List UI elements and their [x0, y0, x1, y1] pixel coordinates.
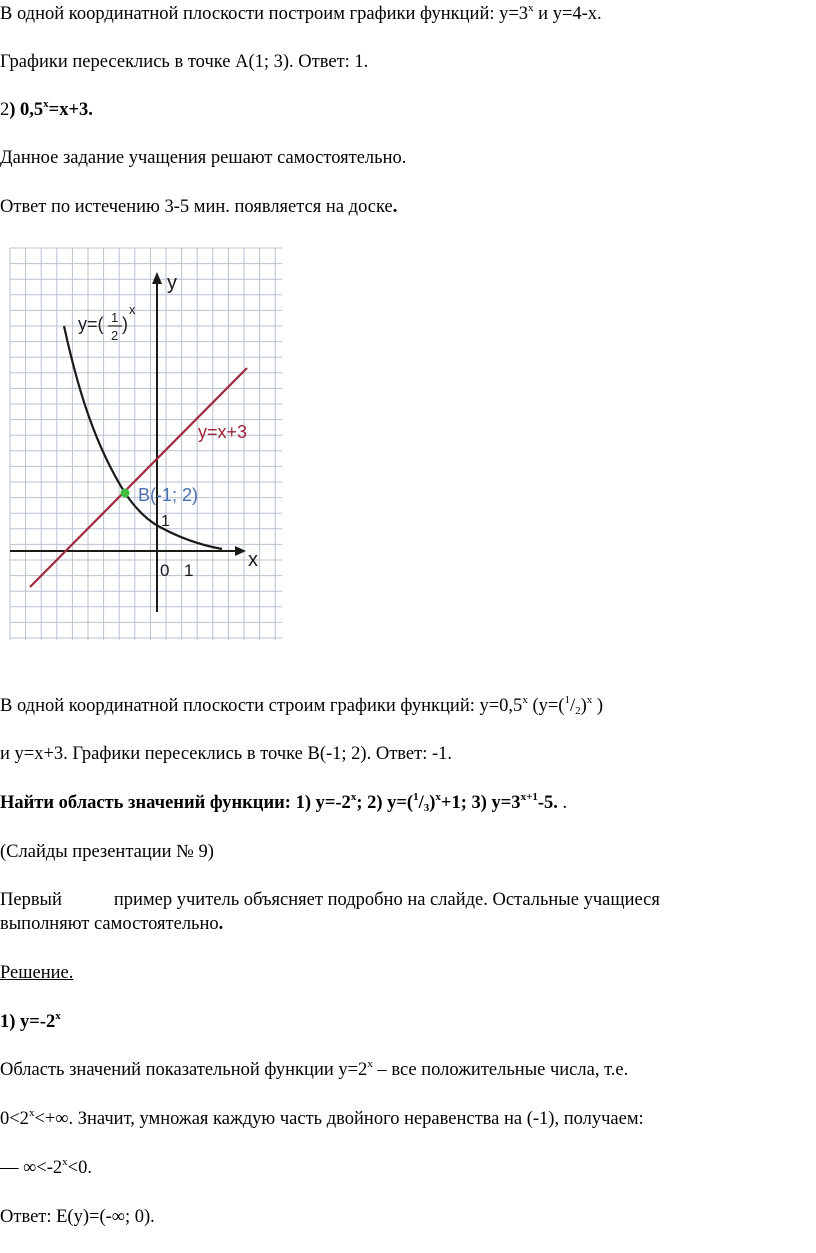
paragraph-9: (Слайды презентации № 9) — [0, 842, 214, 862]
curve-exponent: x — [129, 302, 136, 317]
tick-label-x-1: 1 — [184, 561, 194, 580]
line-label: y=x+3 — [198, 422, 248, 442]
paragraph-13: Область значений показательной функции $y=2^x$ – все положительные числа, т.е. — [0, 1058, 629, 1080]
paragraph-12: 1) $y=-2^x$ — [0, 1010, 61, 1032]
paragraph-4: Данное задание учащения решают самостоятельно. — [0, 148, 407, 168]
paragraph-2: Графики пересеклись в точке А(1; 3). Ответ: 1. — [0, 52, 369, 72]
paragraph-16: Ответ: E(y)=(-∞; 0). — [0, 1207, 155, 1227]
paragraph-5: Ответ по истечению 3-5 мин. появляется на доске. — [0, 197, 398, 217]
paragraph-8: Найти область значений функции: 1) $y=-2^x$; 2) $y=(^1/_3)^x+1$; 3) $y=3^{x+1}-5$. . — [0, 791, 568, 814]
curve-frac-num: 1 — [111, 310, 119, 325]
intersection-point-b — [121, 489, 130, 498]
paragraph-7: и y=x+3. Графики пересеклись в точке В(-1; 2). Ответ: -1. — [0, 744, 453, 764]
paragraph-10-line-1: Первый пример учитель объясняет подробно на слайде. Остальные учащиеся — [0, 890, 660, 910]
curve-frac-den: 2 — [111, 328, 119, 343]
curve-label-close: ) — [122, 314, 128, 334]
grid-lines — [10, 248, 282, 640]
paragraph-14: $0<2^x<+\infty$. Значит, умножая каждую часть двойного неравенства на (-1), получаем: — [0, 1107, 644, 1129]
paragraph-15: — $\infty<-2^x<0$. — [0, 1156, 92, 1178]
paragraph-3: 2) $0,5^x=x+3$. — [0, 98, 93, 120]
y-axis-label: y — [167, 272, 177, 294]
y-arrow-icon — [152, 272, 162, 284]
origin-label: 0 — [160, 561, 170, 580]
point-label: B(-1; 2) — [138, 485, 199, 505]
curve-label: y=( — [78, 314, 104, 334]
paragraph-10-line-2: выполняют самостоятельно. — [0, 914, 224, 934]
paragraph-6: В одной координатной плоскости строим графики функций: $y=0,5^x$ ($y=(^1/_2)^x$ ) — [0, 694, 604, 717]
tick-label-y-1: 1 — [161, 513, 170, 530]
paragraph-1: В одной координатной плоскости построим графики функций: $y=3^x$ и y=4-x. — [0, 2, 602, 24]
x-axis-label: x — [248, 549, 258, 571]
line-y-x-plus-3 — [30, 368, 247, 587]
function-graph — [0, 240, 290, 650]
solution-heading: Решение. — [0, 963, 74, 983]
